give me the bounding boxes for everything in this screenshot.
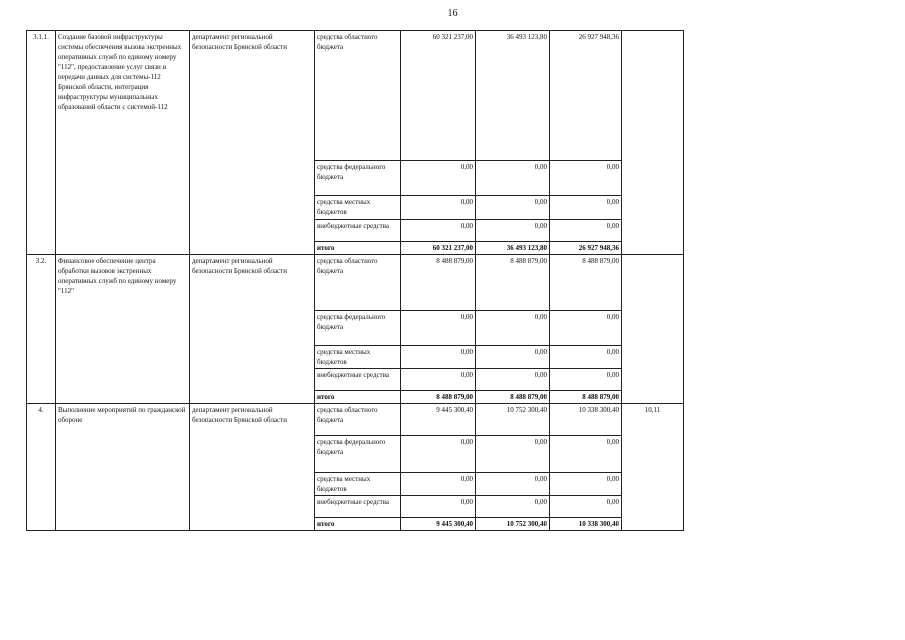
amount-3: 26 927 948,36 xyxy=(550,31,622,161)
total-amount-2: 10 752 300,40 xyxy=(476,518,550,531)
total-amount-2: 36 493 123,80 xyxy=(476,242,550,255)
amount-1: 0,00 xyxy=(401,496,476,518)
total-label: итого xyxy=(315,242,401,255)
amount-2: 10 752 300,40 xyxy=(476,404,550,436)
section-indicator: 10,11 xyxy=(622,404,684,531)
budget-table xyxy=(26,30,684,531)
amount-3: 0,00 xyxy=(550,369,622,391)
amount-3: 0,00 xyxy=(550,220,622,242)
amount-3: 10 338 300,40 xyxy=(550,404,622,436)
total-amount-1: 9 445 300,40 xyxy=(401,518,476,531)
amount-3: 0,00 xyxy=(550,473,622,496)
amount-1: 9 445 300,40 xyxy=(401,404,476,436)
section-executor: департамент региональной безопасности Брянской области xyxy=(190,255,315,404)
total-amount-3: 26 927 948,36 xyxy=(550,242,622,255)
amount-3: 0,00 xyxy=(550,161,622,196)
amount-2: 0,00 xyxy=(476,311,550,346)
funding-source: средства федерального бюджета xyxy=(315,161,401,196)
amount-2: 8 488 879,00 xyxy=(476,255,550,311)
amount-1: 0,00 xyxy=(401,220,476,242)
funding-source: средства областного бюджета xyxy=(315,31,401,161)
amount-2: 0,00 xyxy=(476,220,550,242)
amount-3: 0,00 xyxy=(550,436,622,473)
funding-source: средства федерального бюджета xyxy=(315,436,401,473)
funding-source: внебюджетные средства xyxy=(315,369,401,391)
amount-2: 0,00 xyxy=(476,473,550,496)
amount-1: 0,00 xyxy=(401,473,476,496)
funding-source: средства местных бюджетов xyxy=(315,196,401,220)
total-amount-3: 10 338 300,40 xyxy=(550,518,622,531)
funding-source: внебюджетные средства xyxy=(315,496,401,518)
funding-source: средства федерального бюджета xyxy=(315,311,401,346)
total-label: итого xyxy=(315,518,401,531)
amount-1: 0,00 xyxy=(401,369,476,391)
total-amount-1: 8 488 879,00 xyxy=(401,391,476,404)
section-executor: департамент региональной безопасности Брянской области xyxy=(190,404,315,531)
section-code: 3.2. xyxy=(27,255,56,404)
amount-2: 0,00 xyxy=(476,369,550,391)
section-indicator xyxy=(622,255,684,404)
amount-1: 0,00 xyxy=(401,196,476,220)
amount-1: 0,00 xyxy=(401,436,476,473)
section-code: 3.1.1. xyxy=(27,31,56,255)
amount-2: 0,00 xyxy=(476,496,550,518)
total-amount-3: 8 488 879,00 xyxy=(550,391,622,404)
total-label: итого xyxy=(315,391,401,404)
amount-3: 0,00 xyxy=(550,311,622,346)
section-indicator xyxy=(622,31,684,255)
total-amount-1: 60 321 237,00 xyxy=(401,242,476,255)
amount-3: 0,00 xyxy=(550,496,622,518)
funding-source: средства местных бюджетов xyxy=(315,473,401,496)
amount-3: 0,00 xyxy=(550,346,622,369)
amount-2: 36 493 123,80 xyxy=(476,31,550,161)
table-row xyxy=(27,404,684,436)
amount-2: 0,00 xyxy=(476,161,550,196)
amount-2: 0,00 xyxy=(476,196,550,220)
funding-source: средства местных бюджетов xyxy=(315,346,401,369)
page-number: 16 xyxy=(447,8,458,19)
table-row xyxy=(27,255,684,311)
section-name: Выполнение мероприятий по гражданской обороне xyxy=(56,404,190,531)
amount-1: 60 321 237,00 xyxy=(401,31,476,161)
total-amount-2: 8 488 879,00 xyxy=(476,391,550,404)
amount-1: 0,00 xyxy=(401,161,476,196)
amount-2: 0,00 xyxy=(476,346,550,369)
amount-1: 8 488 879,00 xyxy=(401,255,476,311)
amount-3: 8 488 879,00 xyxy=(550,255,622,311)
section-name: Создание базовой инфраструктуры системы обеспечения вызова экстренных оперативных служб по единому номеру "112", предоставление услуг связи и передачи данных для системы-112 Брянской области, интеграция инфраструктуры муниципальных образований области с системой-112 xyxy=(56,31,190,255)
section-name: Финансовое обеспечение центра обработки вызовов экстренных оперативных служб по единому номеру "112" xyxy=(56,255,190,404)
amount-3: 0,00 xyxy=(550,196,622,220)
amount-2: 0,00 xyxy=(476,436,550,473)
table-row xyxy=(27,31,684,161)
amount-1: 0,00 xyxy=(401,311,476,346)
funding-source: средства областного бюджета xyxy=(315,404,401,436)
funding-source: внебюджетные средства xyxy=(315,220,401,242)
section-code: 4. xyxy=(27,404,56,531)
funding-source: средства областного бюджета xyxy=(315,255,401,311)
section-executor: департамент региональной безопасности Брянской области xyxy=(190,31,315,255)
amount-1: 0,00 xyxy=(401,346,476,369)
